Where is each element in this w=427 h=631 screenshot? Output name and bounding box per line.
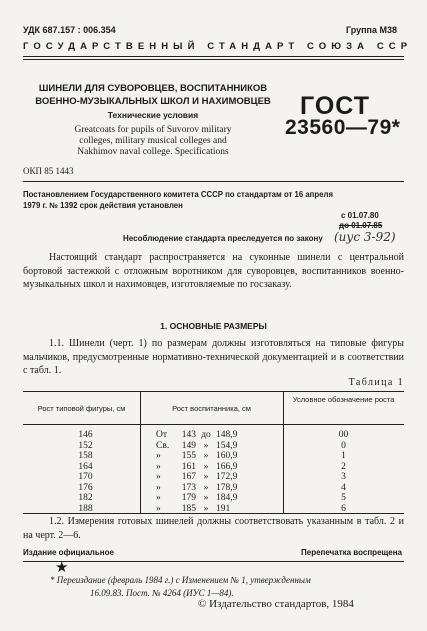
cell-height-code: 1 [341,451,346,461]
okp-code: ОКП 85 1443 [23,166,74,176]
cell-range-separator: до [201,430,211,440]
table-header-rule [23,424,404,425]
cell-figure-height: 176 [78,482,93,493]
english-title-line-2: colleges, military musical colleges and [79,136,227,146]
table-header-figure-height: Рост типовой фигуры, см [37,404,126,413]
cell-range-low: 185 [181,503,196,514]
official-edition-label: Издание официальное [23,548,114,557]
cell-range-high: 184,9 [216,493,238,503]
table-row [23,430,404,441]
cell-pupil-height [140,483,283,494]
cell-pupil-height [140,462,283,473]
cell-pupil-height [140,441,283,452]
cell-range-high: 172,9 [216,472,238,482]
cell-range-prefix: » [156,472,161,482]
table-body [23,430,404,514]
top-rule-thin [23,59,404,60]
cell-height-code: 3 [341,472,346,482]
table-top-rule [23,391,404,392]
cell-range-high: 191 [216,503,231,514]
cell-range-low: 179 [181,493,196,503]
cell-pupil-height [140,472,283,483]
title-line-2: ВОЕННО-МУЗЫКАЛЬНЫХ ШКОЛ И НАХИМОВЦЕВ [35,96,271,107]
table-row [23,472,404,483]
cell-range-prefix: » [156,461,161,472]
cell-height-code: 0 [341,440,346,451]
reprint-prohibited-label: Перепечатка воспрещена [301,548,402,557]
cell-pupil-height [140,430,283,441]
cell-range-separator: » [203,461,209,472]
cell-height-code: 00 [338,430,349,440]
cell-pupil-height [140,504,283,515]
cell-range-low: 155 [181,451,196,461]
non-observance-notice: Несоблюдение стандарта преследуется по закону [123,234,323,243]
copyright: © Издательство стандартов, 1984 [198,598,354,610]
cell-range-high: 160,9 [216,451,238,461]
cell-range-high: 148,9 [216,430,238,440]
cell-range-prefix: » [156,503,161,514]
cell-figure-height: 158 [78,451,93,461]
footnote-line-1: * Переиздание (февраль 1984 г.) с Изменением № 1, утвержденным [50,575,311,585]
group-code: Группа М38 [345,25,397,35]
cell-range-low: 173 [181,482,196,493]
udk-code: УДК 687.157 : 006.354 [23,25,116,35]
valid-from-date: с 01.07.80 [341,211,379,220]
decree-line-2: 1979 г. № 1392 срок действия установлен [23,201,183,210]
cell-figure-height: 182 [78,493,93,503]
cell-range-separator: » [203,503,209,514]
cell-range-low: 149 [181,440,196,451]
gost-label: ГОСТ [300,92,370,120]
cell-range-prefix: Св. [156,440,170,451]
table-row [23,493,404,504]
cell-height-code: 4 [341,482,346,493]
cell-figure-height: 146 [78,430,93,440]
star-icon: ★ [55,560,69,576]
table-row [23,483,404,494]
table-row [23,462,404,473]
footnote-line-2: 16.09.83. Пост. № 4264 (ИУС 1—84). [90,588,234,598]
cell-height-code: 6 [341,503,346,514]
cell-figure-height: 164 [78,461,93,472]
cell-range-high: 178,9 [216,482,238,493]
intro-paragraph: Настоящий стандарт распространяется на суконные шинели с центральной бортовой застежкой с отложным воротником для суворовцев, воспитанников военно-музыкальных школ и нахимовцев, изготовляемые по госзаказу. [23,252,404,290]
cell-range-separator: » [203,451,209,461]
cell-range-separator: » [203,482,209,493]
cell-range-separator: » [203,493,209,503]
bottom-rule [23,561,404,562]
gost-number: 23560—79* [285,116,401,139]
cell-range-separator: » [203,472,209,482]
table-header-pupil-height: Рост воспитанника, см [172,404,251,413]
english-title-line-3: Nakhimov naval college. Specifications [77,147,229,157]
paragraph-1-1: 1.1. Шинели (черт. 1) по размерам должны изготовляться на типовые фигуры мальчиков, предусмотренные нормативно-технической документацией и в соответствии с табл. 1. [23,338,404,376]
english-title [53,125,253,158]
cell-range-high: 154,9 [216,440,238,451]
cell-range-separator: » [203,440,209,451]
cell-range-prefix: » [156,451,161,461]
middle-rule [23,181,404,182]
english-title-line-1: Greatcoats for pupils of Suvorov military [74,125,232,135]
cell-range-low: 143 [181,430,196,440]
table-caption: Таблица 1 [348,377,404,388]
decree-text [23,189,404,211]
title-line-1: ШИНЕЛИ ДЛЯ СУВОРОВЦЕВ, ВОСПИТАННИКОВ [38,83,268,94]
cell-figure-height: 152 [78,440,93,451]
cell-range-prefix: » [156,493,161,503]
valid-to-date-struck: до 01.07.85 [339,221,383,230]
table-row [23,504,404,515]
decree-line-1: Постановлением Государственного комитета СССР по стандартам от 16 апреля [23,190,333,199]
cell-height-code: 5 [341,493,346,503]
cell-figure-height: 188 [78,503,93,514]
cell-range-prefix: » [156,482,161,493]
table-row [23,451,404,462]
cell-pupil-height [140,493,283,504]
cell-range-low: 161 [181,461,196,472]
handwritten-note: (иус 3-92) [334,230,396,244]
section-heading: 1. ОСНОВНЫЕ РАЗМЕРЫ [160,321,267,331]
document-subtitle: Технические условия [107,110,199,120]
cell-figure-height: 170 [78,472,93,482]
table-header-height-code: Условное обозначение роста [292,395,395,404]
cell-range-high: 166,9 [216,461,238,472]
table-row [23,441,404,452]
cell-pupil-height [140,451,283,462]
document-title [28,82,278,108]
top-rule [23,56,404,57]
paragraph-1-2: 1.2. Измерения готовых шинелей должны соответствовать указанным в табл. 2 и на черт. 2—6. [23,516,404,541]
cell-height-code: 2 [341,461,346,472]
cell-range-low: 167 [181,472,196,482]
state-standard-banner: ГОСУДАРСТВЕННЫЙ СТАНДАРТ СОЮЗА ССР [23,41,413,52]
cell-range-prefix: От [156,430,168,440]
reissue-footnote [50,574,390,600]
